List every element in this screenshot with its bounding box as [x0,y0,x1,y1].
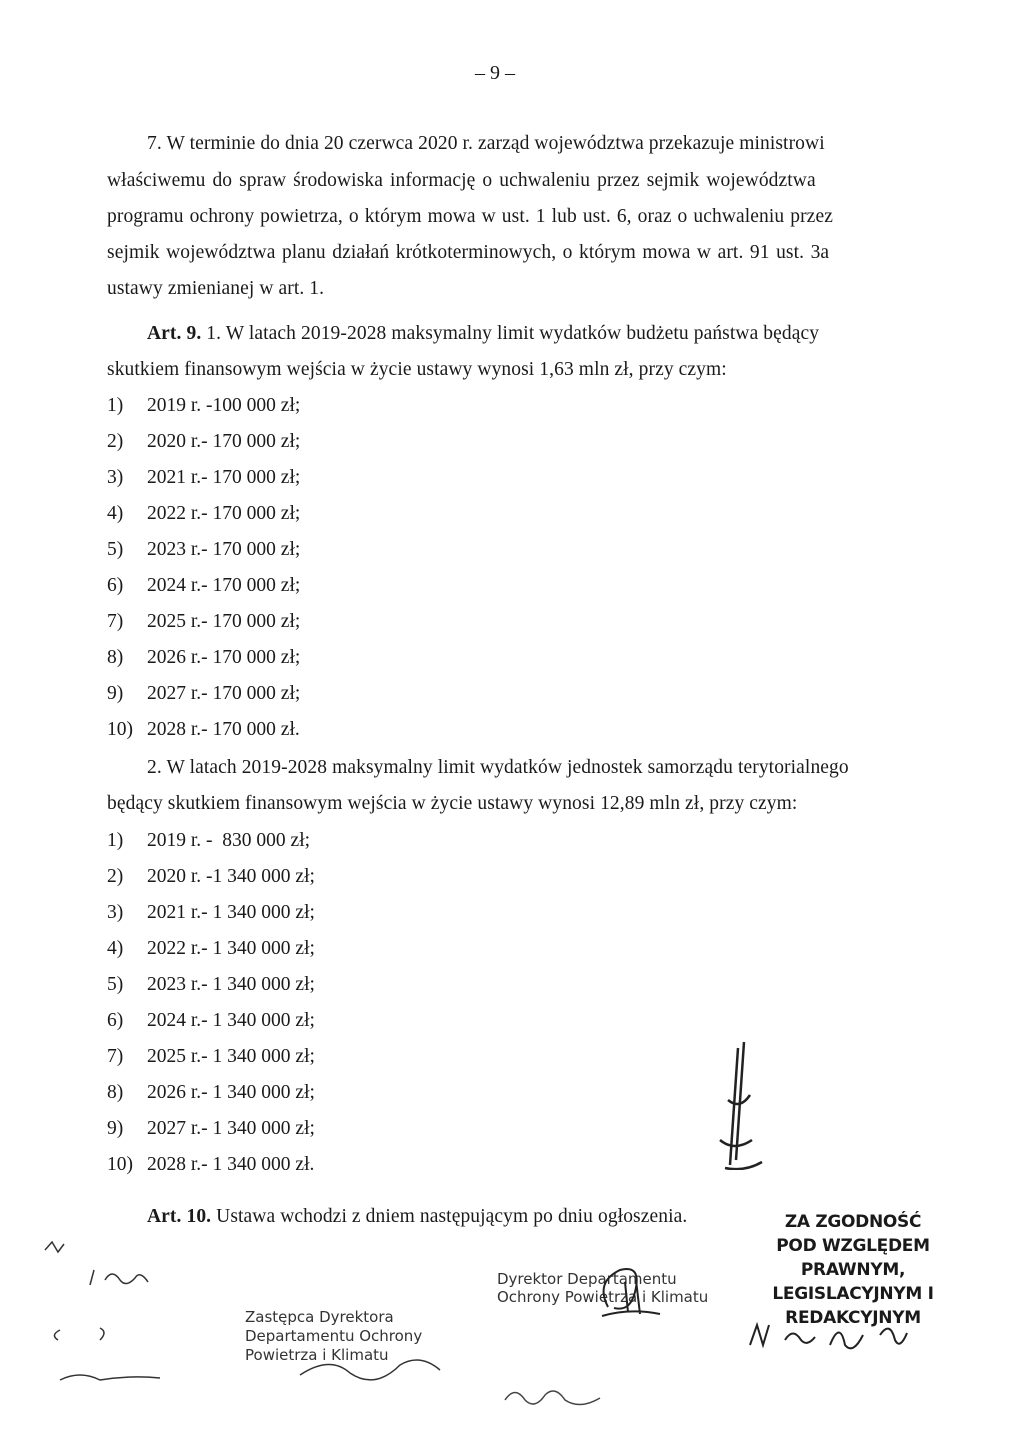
art9-p2-line-2: będący skutkiem finansowym wejścia w życie ustawy wynosi 12,89 mln zł, przy czym: [107,793,798,814]
list1-item: 4) 2022 r.- 170 000 zł; [107,503,301,524]
list2-item: 3) 2021 r.- 1 340 000 zł; [107,902,315,923]
conformity-stamp-line-1: ZA ZGODNOŚĆ [784,1212,922,1232]
deputy-stamp-line-3: Powietrza i Klimatu [245,1346,389,1364]
handwritten-signature [700,1040,770,1170]
list1-item: 10) 2028 r.- 170 000 zł. [107,719,300,740]
list2-item: 10) 2028 r.- 1 340 000 zł. [107,1154,315,1175]
list2-item: 8) 2026 r.- 1 340 000 zł; [107,1082,315,1103]
list1-item: 6) 2024 r.- 170 000 zł; [107,575,301,596]
list1-item: 8) 2026 r.- 170 000 zł; [107,647,301,668]
margin-handwriting [40,1240,220,1390]
art10 [147,1206,687,1228]
art9-intro-text-1: 1. W latach 2019-2028 maksymalny limit wydatków budżetu państwa będący [206,323,820,344]
list2-item: 7) 2025 r.- 1 340 000 zł; [107,1046,315,1067]
list2-item: 1) 2019 r. - 830 000 zł; [107,830,311,851]
deputy-stamp-line-1: Zastępca Dyrektora [245,1308,394,1326]
list2-item: 6) 2024 r.- 1 340 000 zł; [107,1010,315,1031]
list1-item: 3) 2021 r.- 170 000 zł; [107,467,301,488]
list1-item: 1) 2019 r. -100 000 zł; [107,395,301,416]
conformity-stamp-line-3: LEGISLACYJNYM I REDAKCYJNYM [772,1284,934,1328]
conformity-stamp [728,1210,978,1330]
art9-label: Art. 9. [147,323,202,344]
list1-item: 5) 2023 r.- 170 000 zł; [107,539,301,560]
director-signature [590,1262,665,1322]
conformity-stamp-line-2: POD WZGLĘDEM PRAWNYM, [776,1236,930,1280]
page-number: – 9 – [475,62,515,84]
director-name-handwriting [500,1380,610,1420]
art9-p2-line-1: 2. W latach 2019-2028 maksymalny limit wydatków jednostek samorządu terytorialnego [147,757,849,778]
list1-item: 2) 2020 r.- 170 000 zł; [107,431,301,452]
art10-text: Ustawa wchodzi z dniem następującym po dniu ogłoszenia. [216,1206,688,1227]
para7-line-5: ustawy zmienianej w art. 1. [107,278,325,299]
deputy-stamp-line-2: Departamentu Ochrony [245,1327,423,1345]
para7-line-1: 7. W terminie do dnia 20 czerwca 2020 r. zarząd województwa przekazuje ministrowi [147,133,825,154]
list2-item: 2) 2020 r. -1 340 000 zł; [107,866,315,887]
art9-intro-text-2: skutkiem finansowym wejścia w życie ustawy wynosi 1,63 mln zł, przy czym: [107,359,727,380]
director-stamp-line-1: Dyrektor Departamentu [497,1270,677,1288]
deputy-signature [290,1345,450,1395]
list2-item: 4) 2022 r.- 1 340 000 zł; [107,938,315,959]
art10-label: Art. 10. [147,1206,212,1227]
art9-intro [147,323,819,345]
director-stamp-line-2: Ochrony Powietrza i Klimatu [497,1288,709,1306]
initials-signature [745,1315,915,1370]
para7-line-3: programu ochrony powietrza, o którym mowa w ust. 1 lub ust. 6, oraz o uchwaleniu przez [107,206,833,227]
para7-line-4: sejmik województwa planu działań krótkoterminowych, o którym mowa w art. 91 ust. 3a [107,242,830,263]
list2-item: 9) 2027 r.- 1 340 000 zł; [107,1118,315,1139]
list2-item: 5) 2023 r.- 1 340 000 zł; [107,974,315,995]
list1-item: 9) 2027 r.- 170 000 zł; [107,683,301,704]
list1-item: 7) 2025 r.- 170 000 zł; [107,611,301,632]
para7-line-2: właściwemu do spraw środowiska informację o uchwaleniu przez sejmik województwa [107,170,816,191]
